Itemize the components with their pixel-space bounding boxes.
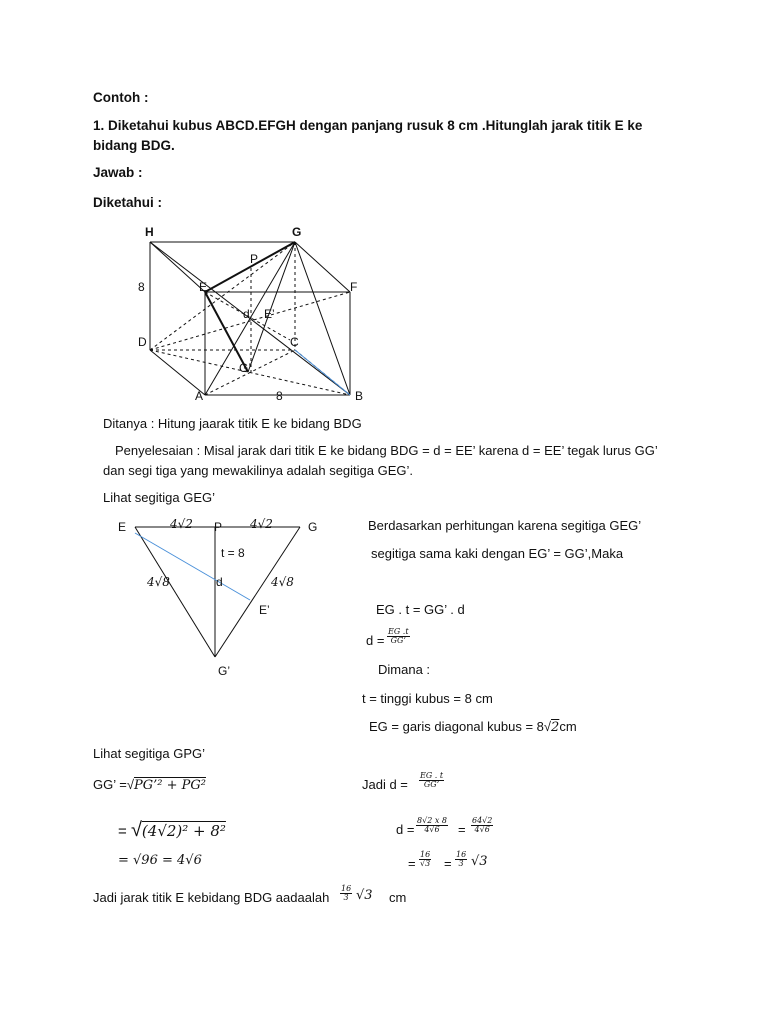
d-calc-fraction-1 xyxy=(416,817,448,835)
gg-line-2-radicand: (4√2)² + 8² xyxy=(141,822,226,840)
tri-label-left: 4√8 xyxy=(147,575,170,589)
jadi-fraction xyxy=(419,772,444,790)
eg-sqrt-sign: √ xyxy=(543,719,552,734)
jadi-num: EG . t xyxy=(420,771,444,780)
tri-label-PG: 4√2 xyxy=(250,517,273,531)
d-calc-den-1: 4√6 xyxy=(424,825,440,835)
tri-EE2 xyxy=(135,533,250,600)
result-eq-2: = xyxy=(444,856,452,871)
label-H: H xyxy=(145,225,154,239)
label-P: P xyxy=(250,252,259,266)
result-fraction-1 xyxy=(419,851,431,869)
result-eq-1: = xyxy=(408,856,416,871)
result-den-1: √3 xyxy=(420,859,431,869)
eg-sqrt-value: 2 xyxy=(551,720,560,735)
jawab-label: Jawab : xyxy=(93,165,143,180)
tri-label-G-prime: G’ xyxy=(218,664,230,678)
tri-label-t: t = 8 xyxy=(221,546,245,560)
dimana-label: Dimana : xyxy=(378,662,431,677)
label-edge: 8 xyxy=(138,280,145,294)
gg-line-2-sqrt-sign: √ xyxy=(130,819,142,841)
problem-line-2: bidang BDG. xyxy=(93,138,175,153)
label-G-prime: G’ xyxy=(239,361,251,375)
eg-unit: cm xyxy=(559,719,577,734)
d-calc-fraction-2 xyxy=(471,817,493,835)
conclusion-num: 16 xyxy=(341,884,352,893)
right-line-2: segitiga sama kaki dengan EG’ = GG’,Maka xyxy=(371,546,624,561)
gg-sqrt-sign: √ xyxy=(126,777,134,792)
eg-definition-text: EG = garis diagonal kubus = 8 xyxy=(369,719,544,734)
label-B: B xyxy=(355,389,364,403)
penyelesaian-line-1: Penyelesaian : Misal jarak dari titik E ke bidang BDG = d = EE’ karena d = EE’ tegak lurus GG’ xyxy=(115,443,658,458)
penyelesaian-line-2: dan segi tiga yang mewakilinya adalah segitiga GEG’. xyxy=(103,463,414,478)
tri-label-EP: 4√2 xyxy=(170,517,193,531)
tri-label-E: E xyxy=(118,520,127,534)
label-D: D xyxy=(138,335,147,349)
result-num-1: 16 xyxy=(420,850,431,859)
lihat-segitiga-gpg: Lihat segitiga GPG’ xyxy=(93,746,206,761)
d-formula-prefix: d = xyxy=(366,633,385,648)
edge-HE xyxy=(150,242,208,294)
gg-prefix: GG’ = xyxy=(93,777,127,792)
gg-radicand: PG’² + PG² xyxy=(133,778,206,793)
conclusion-sqrt: √3 xyxy=(356,888,373,903)
gg-line-3: = √96 = 4√6 xyxy=(118,853,202,868)
edge-GF xyxy=(295,242,350,292)
line-DF xyxy=(150,292,350,350)
tri-label-P: P xyxy=(214,520,223,534)
tri-label-right: 4√8 xyxy=(271,575,294,589)
label-base: 8 xyxy=(276,389,283,403)
label-G: G xyxy=(292,225,302,239)
label-d: d xyxy=(243,307,250,321)
gg-line-2-eq: = xyxy=(118,823,127,840)
d-calc-num-1: 8√2 x 8 xyxy=(417,816,447,825)
equation-eg-t: EG . t = GG’ . d xyxy=(376,602,465,617)
lihat-segitiga-geg: Lihat segitiga GEG’ xyxy=(103,490,216,505)
result-sqrt: √3 xyxy=(471,854,488,869)
conclusion-unit: cm xyxy=(389,890,407,905)
right-line-1: Berdasarkan perhitungan karena segitiga GEG’ xyxy=(368,518,642,533)
tri-label-E-prime: E’ xyxy=(259,603,270,617)
d-calc-prefix: d = xyxy=(396,822,415,837)
tri-label-d: d xyxy=(216,575,223,589)
gg-line-2 xyxy=(118,818,226,842)
line-EG xyxy=(205,242,295,292)
d-calc-eq: = xyxy=(458,822,466,837)
label-E-prime: E’ xyxy=(264,307,275,321)
heading: Contoh : xyxy=(93,90,149,105)
conclusion-text: Jadi jarak titik E kebidang BDG aadaalah xyxy=(93,890,330,905)
label-F: F xyxy=(350,280,358,294)
eg-definition xyxy=(369,719,577,736)
gg-line xyxy=(93,777,206,794)
label-C: C xyxy=(290,335,299,349)
conclusion-fraction xyxy=(340,885,352,903)
tri-EG2 xyxy=(135,527,215,657)
d-formula-fraction xyxy=(387,628,410,646)
diketahui-label: Diketahui : xyxy=(93,195,163,210)
result-den-2: 3 xyxy=(458,859,464,869)
result-fraction-2 xyxy=(455,851,467,869)
t-definition: t = tinggi kubus = 8 cm xyxy=(362,691,493,706)
result-num-2: 16 xyxy=(456,850,467,859)
tri-label-G: G xyxy=(308,520,318,534)
jadi-d-prefix: Jadi d = xyxy=(362,777,408,792)
ditanya-text: Ditanya : Hitung jaarak titik E ke bidang BDG xyxy=(103,416,362,431)
d-formula-den: GG’ xyxy=(390,636,406,646)
label-A: A xyxy=(195,389,204,403)
problem-line-1: 1. Diketahui kubus ABCD.EFGH dengan panjang rusuk 8 cm .Hitunglah jarak titik E ke xyxy=(93,118,643,133)
d-calc-den-2: 4√6 xyxy=(474,825,490,835)
d-calc-num-2: 64√2 xyxy=(472,816,493,825)
d-formula-num: EG .t xyxy=(388,627,409,636)
label-E: E xyxy=(199,280,208,294)
conclusion-den: 3 xyxy=(343,893,349,903)
jadi-den: GG’ xyxy=(423,780,440,790)
